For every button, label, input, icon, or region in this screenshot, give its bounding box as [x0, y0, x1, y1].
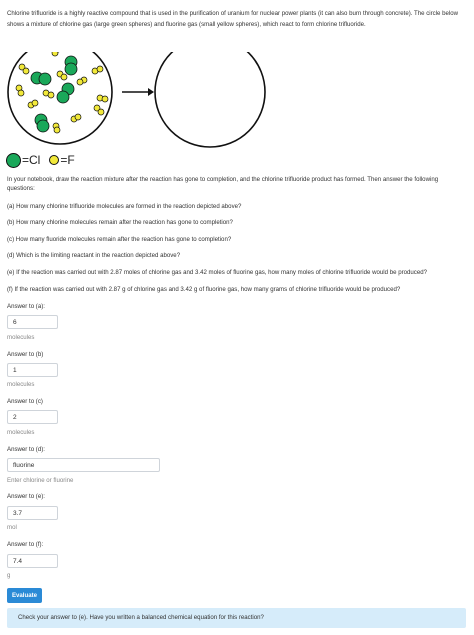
intro-text: Chlorine trifluoride is a highly reactive compound that is used in the purification of uranium for nuclear power plants (it can also burn through concrete). The circle below shows a mixture of chlorine gas (large green spheres) and fluorine gas (small yellow spheres), which react to form chlorine trifluoride. [7, 10, 459, 28]
answer-e-input[interactable]: 3.7 [7, 506, 58, 520]
answer-c-unit: molecules [7, 429, 35, 436]
fluorine-legend-label: =F [60, 153, 75, 167]
chlorine-legend-sphere [6, 153, 21, 168]
evaluate-button[interactable]: Evaluate [7, 588, 42, 603]
chlorine-molecule [65, 56, 77, 75]
answer-b-label: Answer to (b) [7, 351, 44, 358]
answer-b-input[interactable]: 1 [7, 363, 58, 377]
question-d: (d) Which is the limiting reactant in the reaction depicted above? [7, 252, 181, 259]
answer-c-input[interactable]: 2 [7, 410, 58, 424]
answer-f-input[interactable]: 7.4 [7, 554, 58, 568]
question-c: (c) How many fluoride molecules remain after the reaction has gone to completion? [7, 236, 232, 243]
chlorine-molecule [31, 72, 51, 85]
answer-d-hint: Enter chlorine or fluorine [7, 477, 74, 484]
question-f: (f) If the reaction was carried out with 2.87 g of chlorine gas and 3.42 g of fluorine gas, how many grams of chlorine trifluoride would be produced? [7, 286, 401, 293]
reaction-diagram [0, 52, 474, 162]
answer-d-input[interactable]: fluorine [7, 458, 160, 472]
answer-a-input[interactable]: 6 [7, 315, 58, 329]
answer-a-label: Answer to (a): [7, 303, 45, 310]
fluorine-legend-sphere [49, 155, 59, 165]
answer-f-unit: g [7, 572, 11, 579]
answer-a-unit: molecules [7, 334, 35, 341]
question-a: (a) How many chlorine trifluoride molecules are formed in the reaction depicted above? [7, 203, 242, 210]
answer-c-label: Answer to (c) [7, 398, 43, 405]
legend [6, 152, 75, 168]
answer-e-label: Answer to (e): [7, 493, 45, 500]
answer-d-label: Answer to (d): [7, 446, 45, 453]
answer-b-unit: molecules [7, 381, 35, 388]
product-circle [155, 52, 265, 147]
chlorine-legend-label: =Cl [22, 153, 41, 167]
answer-f-label: Answer to (f): [7, 541, 44, 548]
question-e: (e) If the reaction was carried out with 2.87 moles of chlorine gas and 3.42 moles of fluorine gas, how many moles of chlorine trifluoride would be produced? [7, 269, 428, 276]
feedback-message: Check your answer to (e). Have you written a balanced chemical equation for this reaction? [7, 608, 466, 628]
question-b: (b) How many chlorine molecules remain after the reaction has gone to completion? [7, 219, 233, 226]
instructions-text: In your notebook, draw the reaction mixture after the reaction has gone to completion, and the chlorine trifluoride product has formed. Then answer the following questions: [7, 176, 439, 192]
answer-e-unit: mol [7, 524, 17, 531]
reaction-arrow [122, 88, 154, 96]
